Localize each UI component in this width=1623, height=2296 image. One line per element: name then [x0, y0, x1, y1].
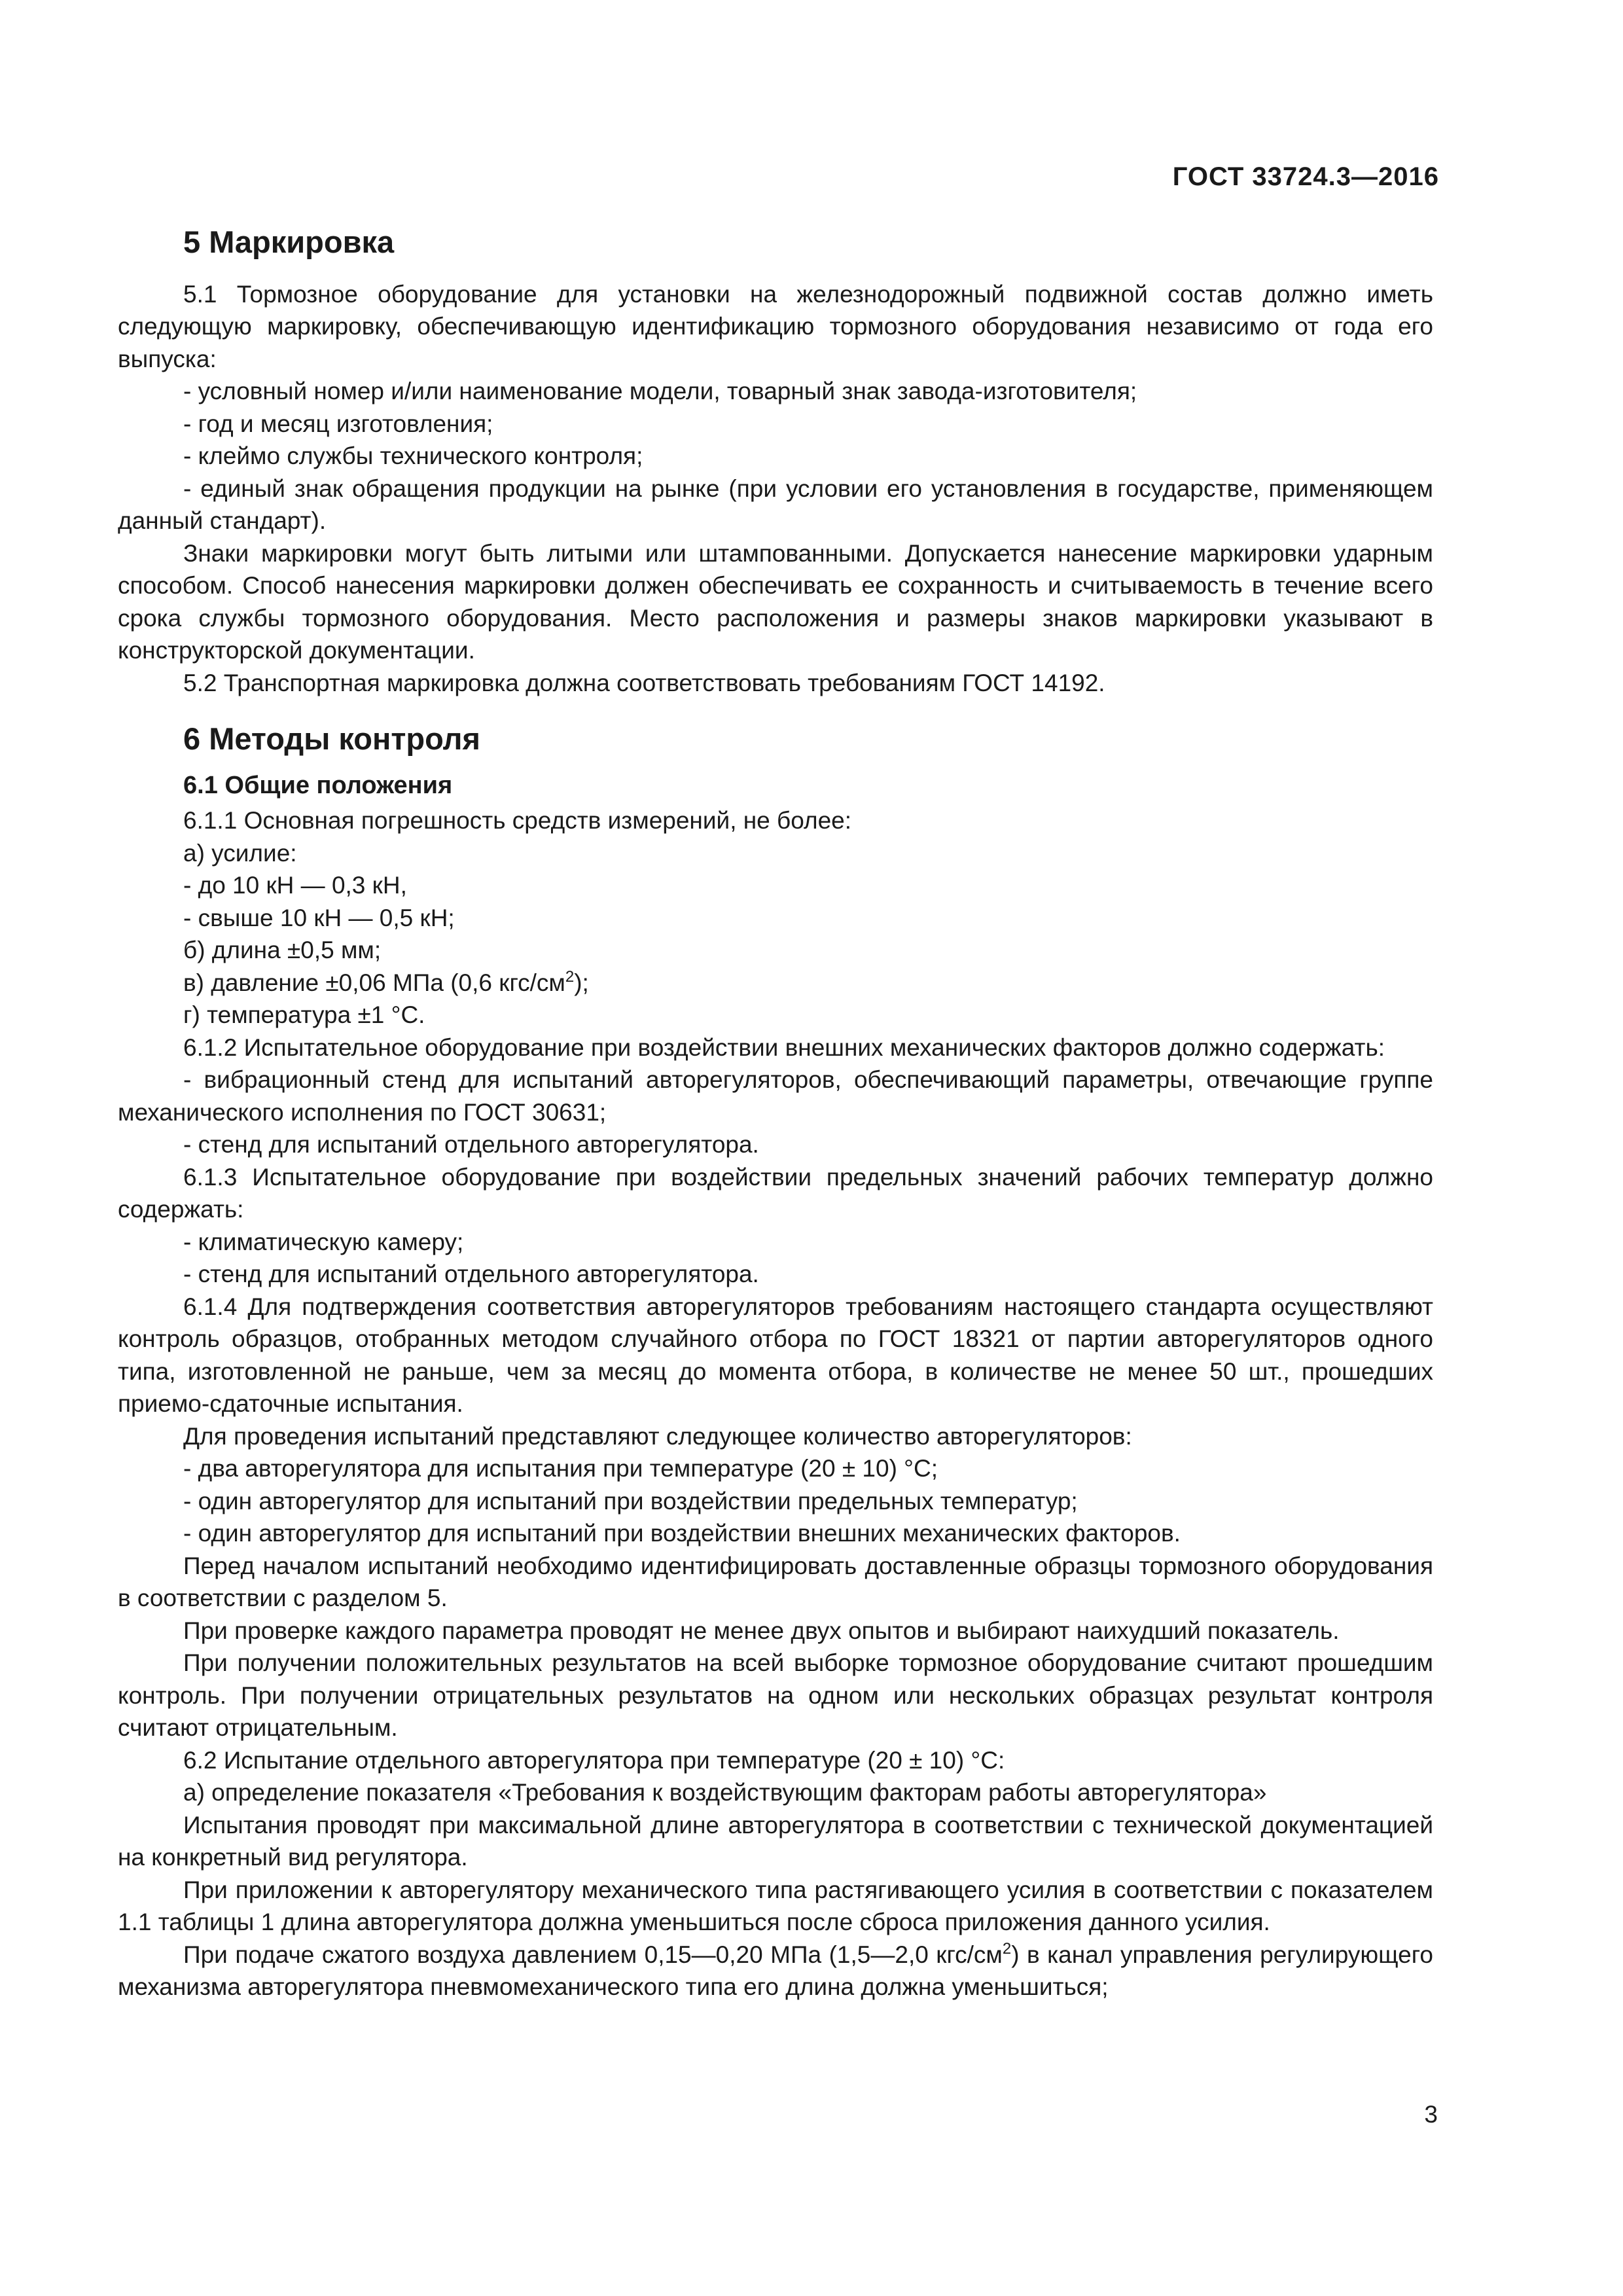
list-item: - один авторегулятор для испытаний при воздействии предельных температур;: [183, 1487, 1078, 1515]
paragraph-5-1: 5.1 Тормозное оборудование для установки на железнодорожный подвижной состав должно иметь следующую маркировку, обеспечивающую идентификацию тормозного оборудования независимо от года его выпуска:: [118, 280, 1433, 372]
paragraph-6-2: 6.2 Испытание отдельного авторегулятора при температуре (20 ± 10) °С:: [183, 1746, 1005, 1774]
list-item: - один авторегулятор для испытаний при воздействии внешних механических факторов.: [183, 1520, 1181, 1547]
paragraph-results: При получении положительных результатов на всей выборке тормозное оборудование считают прошедшим контроль. При получении отрицательных результатов на одном или нескольких образцах результат контроля считают отрицательным.: [118, 1649, 1433, 1741]
paragraph-6-1-1: 6.1.1 Основная погрешность средств измерений, не более:: [183, 807, 852, 834]
list-item: - вибрационный стенд для испытаний авторегуляторов, обеспечивающий параметры, отвечающие группе механического исполнения по ГОСТ 30631;: [118, 1066, 1433, 1126]
paragraph-identification: Перед началом испытаний необходимо идентифицировать доставленные образцы тормозного оборудования в соответствии с разделом 5.: [118, 1552, 1433, 1611]
marking-item: - условный номер и/или наименование модели, товарный знак завода-изготовителя;: [183, 378, 1137, 404]
error-item-length: б) длина ±0,5 мм;: [183, 937, 382, 963]
error-item-pressure: в) давление ±0,06 МПа (0,6 кгс/$см^2$);: [183, 967, 589, 996]
paragraph-compressed-air: При подаче сжатого воздуха давлением 0,15—0,20 МПа (1,5—2,0 кгс/$см^2$) в канал управления регулирующего механизма авторегулятора пневмомеханического типа его длина должна уменьшиться;: [118, 1939, 1433, 2000]
document-body: [118, 226, 1433, 2003]
section-5-title: 5 Маркировка: [183, 224, 395, 259]
paragraph-6-1-2: 6.1.2 Испытательное оборудование при воздействии внешних механических факторов должно содержать:: [183, 1033, 1385, 1061]
paragraph-6-1-4: 6.1.4 Для подтверждения соответствия авторегуляторов требованиям настоящего стандарта осуществляют контроль образцов, отобранных методом случайного отбора по ГОСТ 18321 от партии авторегуляторов одного типа, изготовленной не раньше, чем за месяц до момента отбора, в количестве не менее 50 шт., прошедших приемо-сдаточные испытания.: [118, 1293, 1433, 1417]
marking-item: - год и месяц изготовления;: [183, 410, 493, 437]
paragraph-5-2: 5.2 Транспортная маркировка должна соответствовать требованиям ГОСТ 14192.: [183, 669, 1105, 696]
paragraph-6-2-a: а) определение показателя «Требования к воздействующим факторам работы авторегулятора»: [183, 1779, 1267, 1806]
subsection-6-1-title: 6.1 Общие положения: [183, 771, 453, 799]
marking-item: - клеймо службы технического контроля;: [183, 442, 643, 469]
paragraph-quantity: Для проведения испытаний представляют следующее количество авторегуляторов:: [183, 1422, 1132, 1450]
page-header-standard-id: ГОСТ 33724.3—2016: [1172, 162, 1439, 191]
list-item: - стенд для испытаний отдельного авторегулятора.: [183, 1131, 759, 1158]
error-item-force-high: - свыше 10 кН — 0,5 кН;: [183, 904, 455, 931]
section-6-title: 6 Методы контроля: [183, 721, 480, 756]
list-item: - стенд для испытаний отдельного авторегулятора.: [183, 1261, 759, 1287]
paragraph-6-1-3: 6.1.3 Испытательное оборудование при воздействии предельных значений рабочих температур должно содержать:: [118, 1163, 1433, 1223]
paragraph-parameter-check: При проверке каждого параметра проводят не менее двух опытов и выбирают наихудший показатель.: [183, 1617, 1340, 1644]
error-item-force: а) усилие:: [183, 839, 297, 867]
marking-item: - единый знак обращения продукции на рынке (при условии его установления в государстве, применяющем данный стандарт).: [118, 475, 1433, 534]
paragraph-marking-signs: Знаки маркировки могут быть литыми или штампованными. Допускается нанесение маркировки ударным способом. Способ нанесения маркировки должен обеспечивать ее сохранность и считываемость в течение всего срока службы тормозного оборудования. Место расположения и размеры знаков маркировки указывают в конструкторской документации.: [118, 539, 1433, 664]
error-item-temperature: г) температура ±1 °С.: [183, 1001, 425, 1028]
paragraph-test-conditions: Испытания проводят при максимальной длине авторегулятора в соответствии с технической документацией на конкретный вид регулятора.: [118, 1811, 1433, 1871]
error-item-force-low: - до 10 кН — 0,3 кН,: [183, 872, 407, 899]
paragraph-tensile-force: При приложении к авторегулятору механического типа растягивающего усилия в соответствии с показателем 1.1 таблицы 1 длина авторегулятора должна уменьшиться после сброса приложения данного усилия.: [118, 1876, 1433, 1935]
list-item: - два авторегулятора для испытания при температуре (20 ± 10) °С;: [183, 1455, 938, 1482]
page-number: 3: [1424, 2101, 1438, 2128]
list-item: - климатическую камеру;: [183, 1228, 464, 1255]
